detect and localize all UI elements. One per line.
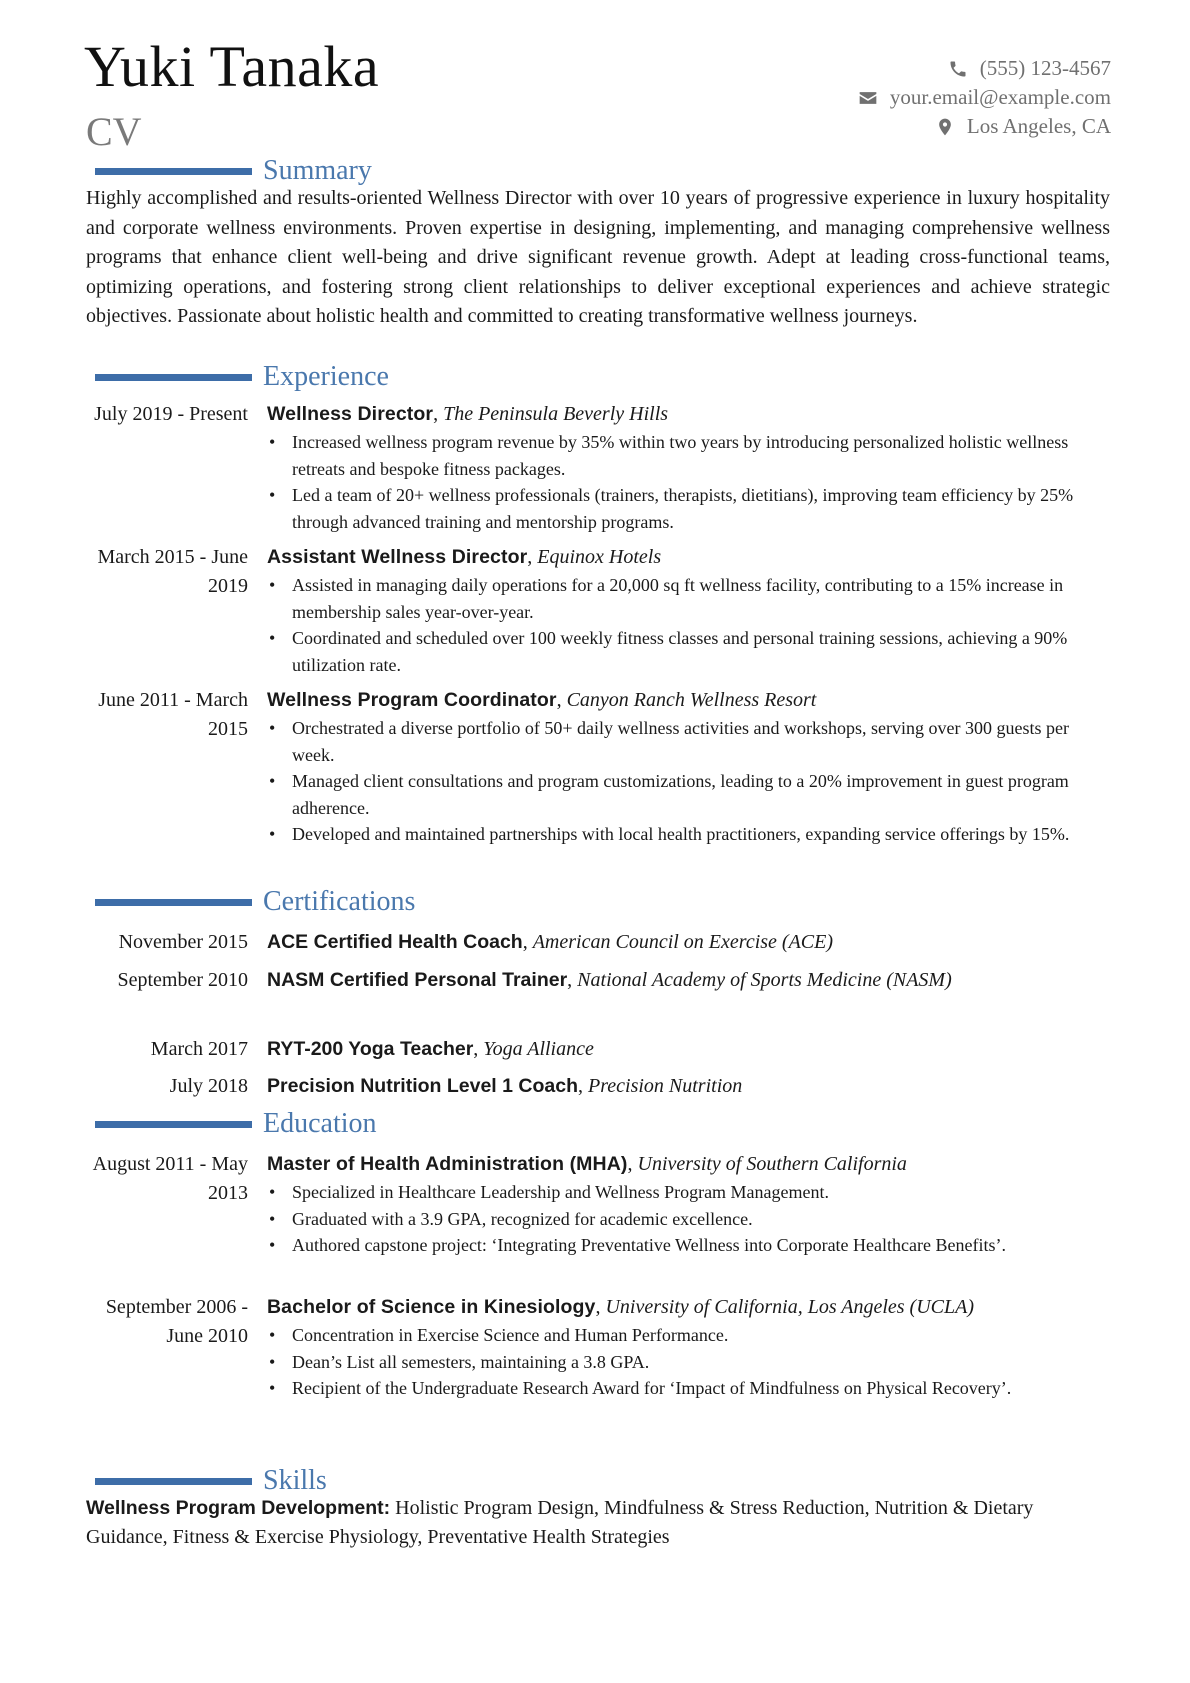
institution: University of Southern California	[637, 1153, 907, 1175]
section-divider-bar	[95, 1121, 252, 1128]
cert-date: July 2018	[169, 1075, 248, 1097]
bullet-item: • Recipient of the Undergraduate Research Award for ‘Impact of Mindfulness on Physical Recovery’.	[267, 1375, 1110, 1402]
cert-heading: Precision Nutrition Level 1 Coach, Precision Nutrition	[267, 1075, 743, 1097]
section-title: Certifications	[263, 886, 416, 917]
skill-list: Holistic Program Design, Mindfulness & Stress Reduction, Nutrition & Dietary Guidance, Fitness & Exercise Physiology, Preventative Health Strategies	[86, 1497, 1034, 1548]
document-subtitle: CV	[86, 109, 142, 154]
section-experience-heading	[95, 360, 389, 394]
section-summary-heading	[95, 154, 372, 188]
cert-heading: NASM Certified Personal Trainer, National Academy of Sports Medicine (NASM)	[267, 969, 952, 991]
cert-date: March 2017	[150, 1038, 248, 1060]
section-divider-bar	[95, 1478, 252, 1485]
section-divider-bar	[95, 168, 252, 175]
section-education-heading	[95, 1107, 377, 1141]
bullet-item: • Graduated with a 3.9 GPA, recognized for academic excellence.	[267, 1206, 1110, 1233]
entry-heading: Assistant Wellness Director, Equinox Hotels	[267, 546, 662, 568]
cert-title: NASM Certified Personal Trainer	[267, 969, 568, 991]
section-title: Summary	[263, 155, 372, 186]
entry-date: July 2019 - Present	[94, 403, 248, 425]
cert-title: Precision Nutrition Level 1 Coach	[267, 1075, 578, 1097]
entry-heading: Wellness Director, The Peninsula Beverly Hills	[267, 403, 669, 425]
entry-heading: Bachelor of Science in Kinesiology, University of California, Los Angeles (UCLA)	[267, 1296, 974, 1318]
degree-title: Bachelor of Science in Kinesiology	[267, 1296, 596, 1318]
employer: Canyon Ranch Wellness Resort	[566, 689, 817, 711]
bullet-item: • Led a team of 20+ wellness professionals (trainers, therapists, dietitians), improving team efficiency by 25% through advanced training and mentorship programs.	[267, 482, 1110, 535]
job-title: Wellness Director	[267, 403, 434, 425]
cert-title: RYT-200 Yoga Teacher	[267, 1038, 474, 1060]
bullet-item: • Developed and maintained partnerships with local health practitioners, expanding service offerings by 15%.	[267, 821, 1110, 848]
bullet-item: • Assisted in managing daily operations for a 20,000 sq ft wellness facility, contributing to a 15% increase in membership sales year-over-year.	[267, 572, 1110, 625]
summary-text: Highly accomplished and results-oriented Wellness Director with over 10 years of progressive experience in luxury hospitality and corporate wellness environments. Proven expertise in designing, implementing, and managing comprehensive wellness programs that enhance client well-being and drive significant revenue growth. Adept at leading cross-functional teams, optimizing operations, and fostering strong client relationships to deliver exceptional experiences and achieve strategic objectives. Passionate about holistic health and committed to creating transformative wellness journeys.	[86, 187, 1110, 327]
institution: University of California, Los Angeles (UCLA)	[605, 1296, 974, 1318]
bullet-list	[267, 1179, 1110, 1259]
entry-date: June 2011 - March 2015	[98, 689, 248, 740]
skills-line	[86, 1494, 1110, 1552]
cert-issuer: American Council on Exercise (ACE)	[532, 931, 834, 953]
contact-phone	[858, 54, 1111, 83]
contact-block	[858, 54, 1111, 141]
section-divider-bar	[95, 374, 252, 381]
bullet-item: • Dean’s List all semesters, maintaining a 3.8 GPA.	[267, 1349, 1110, 1376]
cert-issuer: Yoga Alliance	[483, 1038, 594, 1060]
skill-category: Wellness Program Development:	[86, 1497, 391, 1519]
section-title: Experience	[263, 361, 389, 392]
cert-heading: RYT-200 Yoga Teacher, Yoga Alliance	[267, 1038, 594, 1060]
section-title: Skills	[263, 1465, 327, 1496]
entry-heading: Master of Health Administration (MHA), University of Southern California	[267, 1153, 907, 1175]
job-title: Assistant Wellness Director	[267, 546, 528, 568]
bullet-list	[267, 572, 1110, 678]
bullet-list	[267, 715, 1110, 848]
cert-issuer: National Academy of Sports Medicine (NASM)	[577, 969, 952, 991]
phone-text: (555) 123-4567	[979, 56, 1111, 80]
section-title: Education	[263, 1108, 377, 1139]
bullet-item: • Managed client consultations and program customizations, leading to a 20% improvement in guest program adherence.	[267, 768, 1110, 821]
cert-date: September 2010	[117, 969, 248, 991]
section-certifications-heading	[95, 885, 415, 919]
cert-issuer: Precision Nutrition	[588, 1075, 743, 1097]
envelope-icon	[858, 88, 878, 108]
entry-heading: Wellness Program Coordinator, Canyon Ranch Wellness Resort	[267, 689, 817, 711]
bullet-item: • Coordinated and scheduled over 100 weekly fitness classes and personal training sessions, achieving a 90% utilization rate.	[267, 625, 1110, 678]
email-link[interactable]: your.email@example.com	[889, 85, 1111, 109]
bullet-list	[267, 1322, 1110, 1402]
cert-date: November 2015	[118, 931, 248, 953]
cert-title: ACE Certified Health Coach	[267, 931, 523, 953]
cert-heading: ACE Certified Health Coach, American Council on Exercise (ACE)	[267, 931, 834, 953]
bullet-item: • Orchestrated a diverse portfolio of 50+ daily wellness activities and workshops, serving over 300 guests per week.	[267, 715, 1110, 768]
contact-location	[858, 112, 1111, 141]
location-text: Los Angeles, CA	[966, 114, 1111, 138]
bullet-item: • Authored capstone project: ‘Integrating Preventative Wellness into Corporate Healthcare Benefits’.	[267, 1232, 1110, 1259]
bullet-item: • Concentration in Exercise Science and Human Performance.	[267, 1322, 1110, 1349]
map-pin-icon	[935, 117, 955, 137]
bullet-item: • Specialized in Healthcare Leadership and Wellness Program Management.	[267, 1179, 1110, 1206]
entry-date: August 2011 - May 2013	[92, 1153, 248, 1204]
job-title: Wellness Program Coordinator	[267, 689, 557, 711]
entry-date: March 2015 - June 2019	[97, 546, 248, 597]
section-skills-heading	[95, 1464, 327, 1498]
bullet-item: • Increased wellness program revenue by 35% within two years by introducing personalized holistic wellness retreats and bespoke fitness packages.	[267, 429, 1110, 482]
phone-icon	[948, 59, 968, 79]
employer: Equinox Hotels	[537, 546, 662, 568]
section-divider-bar	[95, 899, 252, 906]
entry-date: September 2006 - June 2010	[105, 1296, 248, 1347]
degree-title: Master of Health Administration (MHA)	[267, 1153, 628, 1175]
employer: The Peninsula Beverly Hills	[443, 403, 669, 425]
contact-email	[858, 83, 1111, 112]
bullet-list	[267, 429, 1110, 535]
candidate-name: Yuki Tanaka	[84, 34, 380, 99]
